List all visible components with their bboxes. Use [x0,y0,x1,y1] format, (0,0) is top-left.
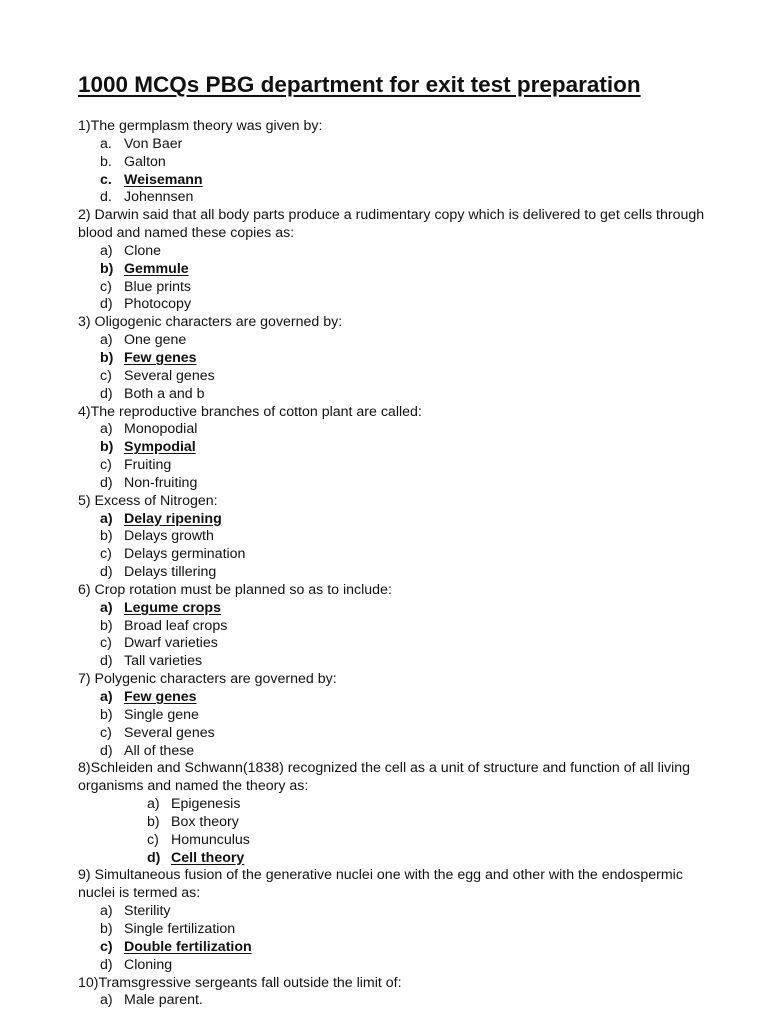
question-block [78,493,718,582]
option-list [78,421,718,492]
answer-option [100,332,718,350]
option-text: Box theory [171,813,239,830]
option-text: Weisemann [124,171,203,188]
question-block [78,314,718,403]
option-text: Blue prints [124,278,192,295]
correct-answer-option [147,850,718,868]
question-block [78,975,718,1011]
option-letter: c) [100,938,113,955]
correct-answer-option [100,350,718,368]
option-text: Several genes [124,724,215,741]
option-letter: d) [100,564,113,581]
option-text: One gene [124,332,187,349]
option-text: Legume crops [124,599,221,616]
option-text: Delays tillering [124,564,217,581]
option-letter: b) [100,920,113,937]
answer-option [100,618,718,636]
option-text: Several genes [124,367,215,384]
option-text: Homunculus [171,831,250,848]
question-block [78,867,718,974]
option-list [78,796,718,867]
option-text: Clone [124,242,162,259]
option-letter: d) [100,385,113,402]
answer-option [100,136,718,154]
correct-answer-option [100,172,718,190]
option-list [78,903,718,974]
option-list [78,332,718,403]
option-letter: b. [100,153,112,170]
question-text: 3) Oligogenic characters are governed by: [78,314,343,331]
option-letter: b) [147,813,160,830]
option-letter: a) [100,599,113,616]
question-block [78,404,718,493]
option-text: Sterility [124,903,171,920]
question-text: 9) Simultaneous fusion of the generative nuclei one with the egg and other with the endospermic nuclei is termed as: [78,867,683,902]
option-text: Fruiting [124,457,172,474]
answer-option [147,814,718,832]
answer-option [100,903,718,921]
option-letter: c. [100,171,112,188]
option-text: Delays germination [124,546,246,563]
answer-option [100,725,718,743]
option-text: Single gene [124,706,199,723]
answer-option [100,528,718,546]
question-text: 2) Darwin said that all body parts produce a rudimentary copy which is delivered to get cells through blood and named these copies as: [78,207,705,242]
option-text: Gemmule [124,260,189,277]
option-letter: b) [100,439,114,456]
question-block [78,671,718,760]
option-letter: a) [100,510,113,527]
option-letter: d) [100,956,113,973]
answer-option [100,564,718,582]
option-text: Broad leaf crops [124,617,228,634]
answer-option [100,189,718,207]
option-letter: a) [100,332,113,349]
answer-option [100,296,718,314]
question-text: 5) Excess of Nitrogen: [78,492,218,509]
option-text: Delay ripening [124,510,222,527]
option-letter: a) [100,689,113,705]
answer-option [100,368,718,386]
question-text: 7) Polygenic characters are governed by: [78,671,337,688]
option-letter: c) [100,278,112,295]
option-letter: a) [100,992,113,1009]
option-letter: a) [100,242,113,259]
option-letter: d) [100,474,113,491]
option-letter: b) [100,617,113,634]
answer-option [100,743,718,761]
question-text: 6) Crop rotation must be planned so as to include: [78,581,392,598]
option-text: Double fertilization [124,938,252,955]
option-list [78,600,718,671]
option-text: Both a and b [124,385,205,402]
option-list [78,511,718,582]
option-text: Johennsen [124,189,194,206]
answer-option [100,279,718,297]
option-text: Epigenesis [171,796,241,813]
option-list [78,689,718,760]
option-letter: d) [100,296,113,313]
answer-option [100,421,718,439]
option-text: Dwarf varieties [124,635,218,652]
option-letter: c) [147,831,159,848]
option-letter: c) [100,546,112,563]
option-letter: d) [147,849,161,866]
answer-option [100,457,718,475]
document-title: 1000 MCQs PBG department for exit test preparation [78,72,641,97]
option-letter: b) [100,528,113,545]
answer-option [100,475,718,493]
option-letter: b) [100,706,113,723]
option-text: Photocopy [124,296,192,313]
correct-answer-option [100,689,718,707]
correct-answer-option [100,939,718,957]
correct-answer-option [100,261,718,279]
option-text: Tall varieties [124,653,203,670]
answer-option [100,707,718,725]
answer-option [100,957,718,975]
answer-option [100,653,718,671]
option-text: All of these [124,742,195,759]
answer-option [100,386,718,404]
question-text: 4)The reproductive branches of cotton plant are called: [78,403,422,420]
option-text: Delays growth [124,528,214,545]
question-block [78,118,718,207]
correct-answer-option [100,511,718,529]
option-letter: d) [100,653,113,670]
option-letter: a) [100,421,113,438]
option-text: Few genes [124,689,197,705]
correct-answer-option [100,600,718,618]
option-text: Non-fruiting [124,474,198,491]
option-list [78,992,718,1010]
answer-option [100,243,718,261]
answer-option [100,921,718,939]
answer-option [147,832,718,850]
option-letter: d. [100,189,112,206]
question-block [78,582,718,671]
answer-option [100,635,718,653]
option-text: Monopodial [124,421,198,438]
option-letter: a) [147,796,160,813]
option-letter: b) [100,349,114,366]
question-text: 8)Schleiden and Schwann(1838) recognized the cell as a unit of structure and function of all living organisms and named the theory as: [78,760,691,795]
question-text: 10)Tramsgressive sergeants fall outside the limit of: [78,974,402,991]
question-block [78,207,718,314]
option-text: Male parent. [124,992,203,1009]
option-letter: c) [100,457,112,474]
option-text: Galton [124,153,166,170]
option-letter: c) [100,724,112,741]
question-block [78,760,718,867]
option-text: Few genes [124,349,197,366]
option-letter: c) [100,635,112,652]
question-list [78,118,718,1010]
option-text: Cell theory [171,849,245,866]
option-text: Single fertilization [124,920,236,937]
option-letter: a. [100,135,112,152]
option-list [78,136,718,207]
answer-option [147,796,718,814]
option-text: Sympodial [124,439,196,456]
option-letter: c) [100,367,112,384]
option-letter: b) [100,260,114,277]
option-letter: d) [100,742,113,759]
option-text: Von Baer [124,135,183,152]
answer-option [100,546,718,564]
correct-answer-option [100,439,718,457]
answer-option [100,154,718,172]
question-text: 1)The germplasm theory was given by: [78,118,323,134]
option-letter: a) [100,903,113,920]
answer-option [100,992,718,1010]
option-text: Cloning [124,956,173,973]
option-list [78,243,718,314]
